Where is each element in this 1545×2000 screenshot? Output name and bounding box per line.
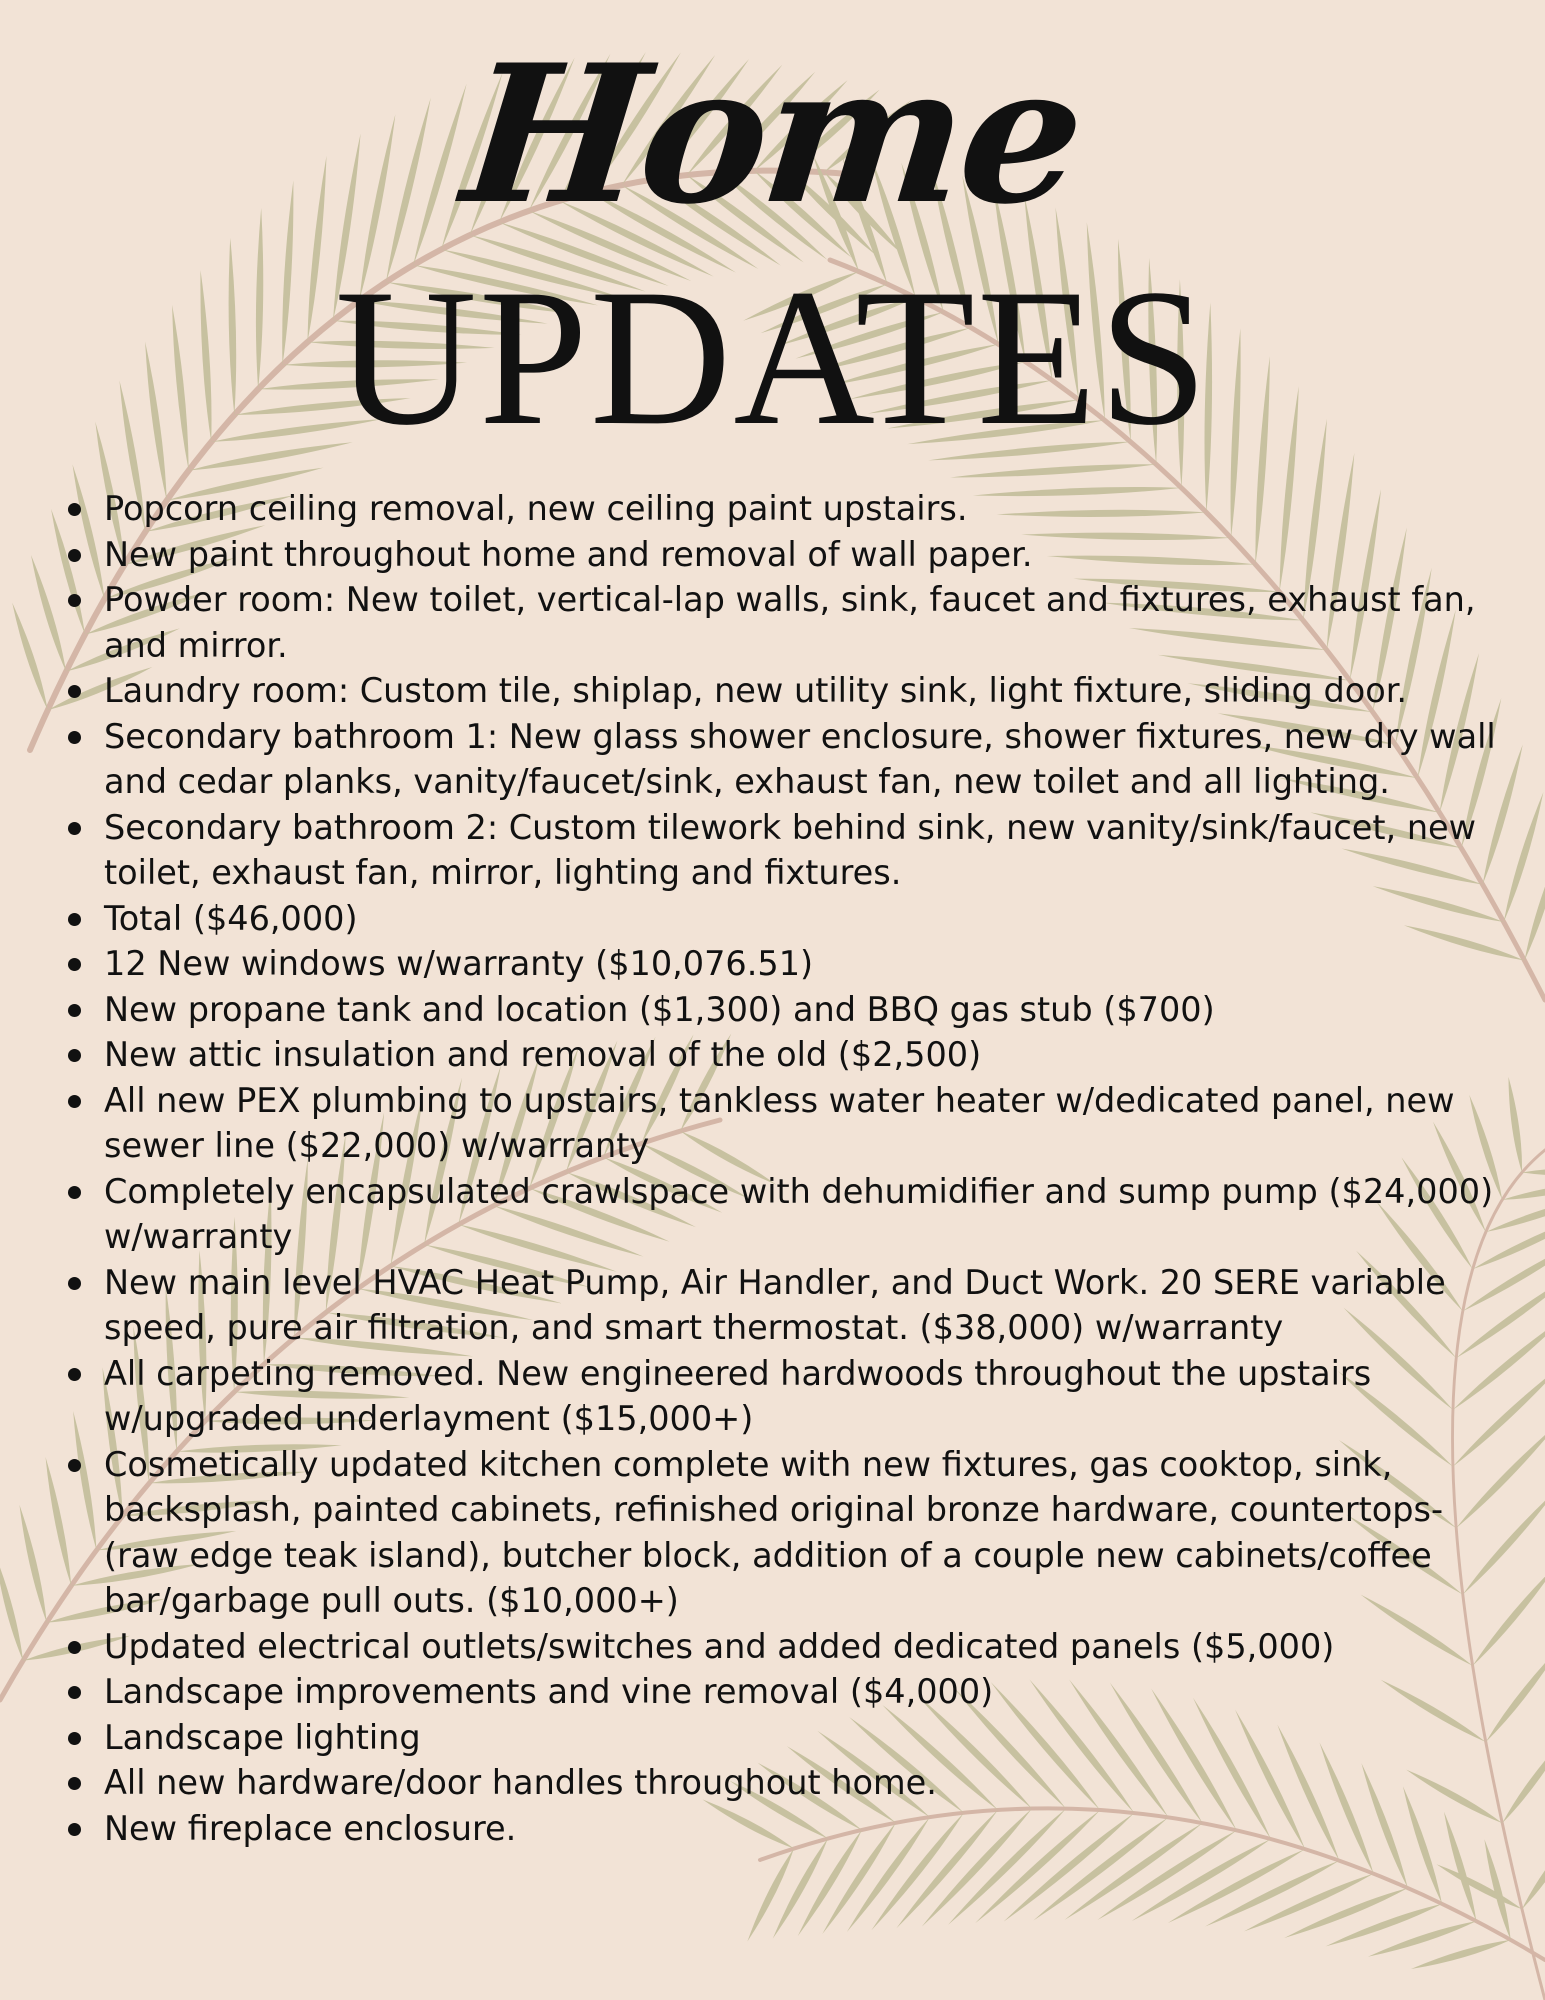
list-item: New fireplace enclosure. [62, 1806, 1502, 1852]
list-item: Popcorn ceiling removal, new ceiling paint upstairs. [62, 486, 1502, 532]
title-script: Home [454, 23, 1091, 246]
list-item: Total ($46,000) [62, 896, 1502, 942]
list-item: New paint throughout home and removal of wall paper. [62, 532, 1502, 578]
list-item: Laundry room: Custom tile, shiplap, new utility sink, light fixture, sliding door. [62, 668, 1502, 714]
list-item: Powder room: New toilet, vertical-lap walls, sink, faucet and fixtures, exhaust fan, and mirror. [62, 577, 1502, 668]
list-item: All new PEX plumbing to upstairs, tankless water heater w/dedicated panel, new sewer line ($22,000) w/warranty [62, 1078, 1502, 1169]
list-item: All carpeting removed. New engineered hardwoods throughout the upstairs w/upgraded underlayment ($15,000+) [62, 1351, 1502, 1442]
list-item: Secondary bathroom 1: New glass shower enclosure, shower fixtures, new dry wall and cedar planks, vanity/faucet/sink, exhaust fan, new toilet and all lighting. [62, 714, 1502, 805]
list-item: Landscape improvements and vine removal ($4,000) [62, 1669, 1502, 1715]
list-item: Completely encapsulated crawlspace with dehumidifier and sump pump ($24,000) w/warranty [62, 1169, 1502, 1260]
list-item: New main level HVAC Heat Pump, Air Handler, and Duct Work. 20 SERE variable speed, pure air filtration, and smart thermostat. ($38,000) w/warranty [62, 1260, 1502, 1351]
list-item: New attic insulation and removal of the old ($2,500) [62, 1032, 1502, 1078]
list-item: 12 New windows w/warranty ($10,076.51) [62, 941, 1502, 987]
list-item: Cosmetically updated kitchen complete with new fixtures, gas cooktop, sink, backsplash, painted cabinets, refinished original bronze hardware, countertops-(raw edge teak island), butcher block, addition of a couple new cabinets/coffee bar/garbage pull outs. ($10,000+) [62, 1442, 1502, 1624]
updates-list [62, 486, 1502, 1851]
page-title: UPDATES [335, 249, 1210, 466]
list-item: All new hardware/door handles throughout home. [62, 1760, 1502, 1806]
list-item: New propane tank and location ($1,300) and BBQ gas stub ($700) [62, 987, 1502, 1033]
list-item: Secondary bathroom 2: Custom tilework behind sink, new vanity/sink/faucet, new toilet, exhaust fan, mirror, lighting and fixtures. [62, 805, 1502, 896]
list-item: Updated electrical outlets/switches and added dedicated panels ($5,000) [62, 1624, 1502, 1670]
list-item: Landscape lighting [62, 1715, 1502, 1761]
